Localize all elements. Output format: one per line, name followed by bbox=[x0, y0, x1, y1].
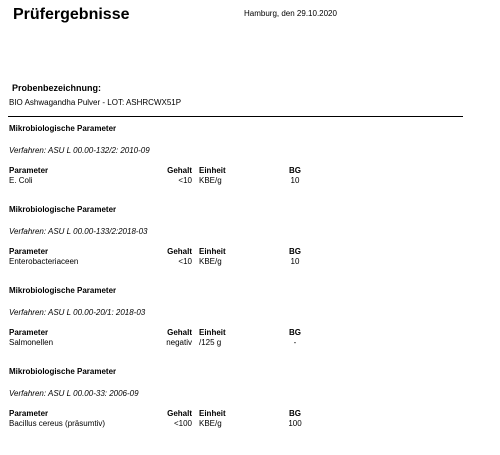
cell-parameter: Salmonellen bbox=[9, 338, 54, 347]
cell-gehalt: <100 bbox=[173, 419, 192, 428]
section-method: Verfahren: ASU L 00.00-20/1: 2018-03 bbox=[9, 308, 146, 317]
col-einheit: Einheit bbox=[199, 166, 226, 175]
cell-einheit: /125 g bbox=[199, 338, 222, 347]
cell-einheit: KBE/g bbox=[199, 176, 222, 185]
section-title: Mikrobiologische Parameter bbox=[9, 367, 117, 376]
page-title: Prüfergebnisse bbox=[13, 6, 130, 23]
section-title: Mikrobiologische Parameter bbox=[9, 286, 117, 295]
col-bg: BG bbox=[289, 328, 301, 337]
report-date: Hamburg, den 29.10.2020 bbox=[244, 9, 337, 18]
section-method: Verfahren: ASU L 00.00-132/2: 2010-09 bbox=[9, 146, 150, 155]
divider bbox=[8, 116, 463, 117]
cell-bg: 10 bbox=[290, 176, 300, 185]
cell-bg: - bbox=[293, 338, 297, 347]
cell-parameter: Enterobacteriaceen bbox=[9, 257, 79, 266]
probe-value: BIO Ashwagandha Pulver - LOT: ASHRCWX51P bbox=[9, 98, 182, 107]
table-row bbox=[9, 176, 469, 186]
col-parameter: Parameter bbox=[9, 409, 49, 418]
col-gehalt: Gehalt bbox=[167, 409, 192, 418]
table-header bbox=[9, 166, 469, 176]
probe-label: Probenbezeichnung: bbox=[12, 83, 102, 93]
cell-bg: 100 bbox=[288, 419, 302, 428]
col-bg: BG bbox=[289, 166, 301, 175]
col-parameter: Parameter bbox=[9, 328, 49, 337]
col-gehalt: Gehalt bbox=[167, 166, 192, 175]
cell-einheit: KBE/g bbox=[199, 419, 222, 428]
cell-parameter: Bacillus cereus (präsumtiv) bbox=[9, 419, 106, 428]
section-title: Mikrobiologische Parameter bbox=[9, 205, 117, 214]
table-header bbox=[9, 328, 469, 338]
col-gehalt: Gehalt bbox=[167, 328, 192, 337]
col-einheit: Einheit bbox=[199, 247, 226, 256]
col-bg: BG bbox=[289, 409, 301, 418]
col-parameter: Parameter bbox=[9, 247, 49, 256]
cell-bg: 10 bbox=[290, 257, 300, 266]
col-parameter: Parameter bbox=[9, 166, 49, 175]
table-row bbox=[9, 338, 469, 348]
cell-gehalt: <10 bbox=[178, 257, 192, 266]
section-method: Verfahren: ASU L 00.00-33: 2006-09 bbox=[9, 389, 139, 398]
table-header bbox=[9, 409, 469, 419]
cell-parameter: E. Coli bbox=[9, 176, 33, 185]
col-einheit: Einheit bbox=[199, 328, 226, 337]
table-header bbox=[9, 247, 469, 257]
table-row bbox=[9, 419, 469, 429]
cell-einheit: KBE/g bbox=[199, 257, 222, 266]
col-gehalt: Gehalt bbox=[167, 247, 192, 256]
cell-gehalt: <10 bbox=[178, 176, 192, 185]
col-einheit: Einheit bbox=[199, 409, 226, 418]
table-row bbox=[9, 257, 469, 267]
section-method: Verfahren: ASU L 00.00-133/2:2018-03 bbox=[9, 227, 148, 236]
cell-gehalt: negativ bbox=[166, 338, 192, 347]
col-bg: BG bbox=[289, 247, 301, 256]
section-title: Mikrobiologische Parameter bbox=[9, 124, 117, 133]
